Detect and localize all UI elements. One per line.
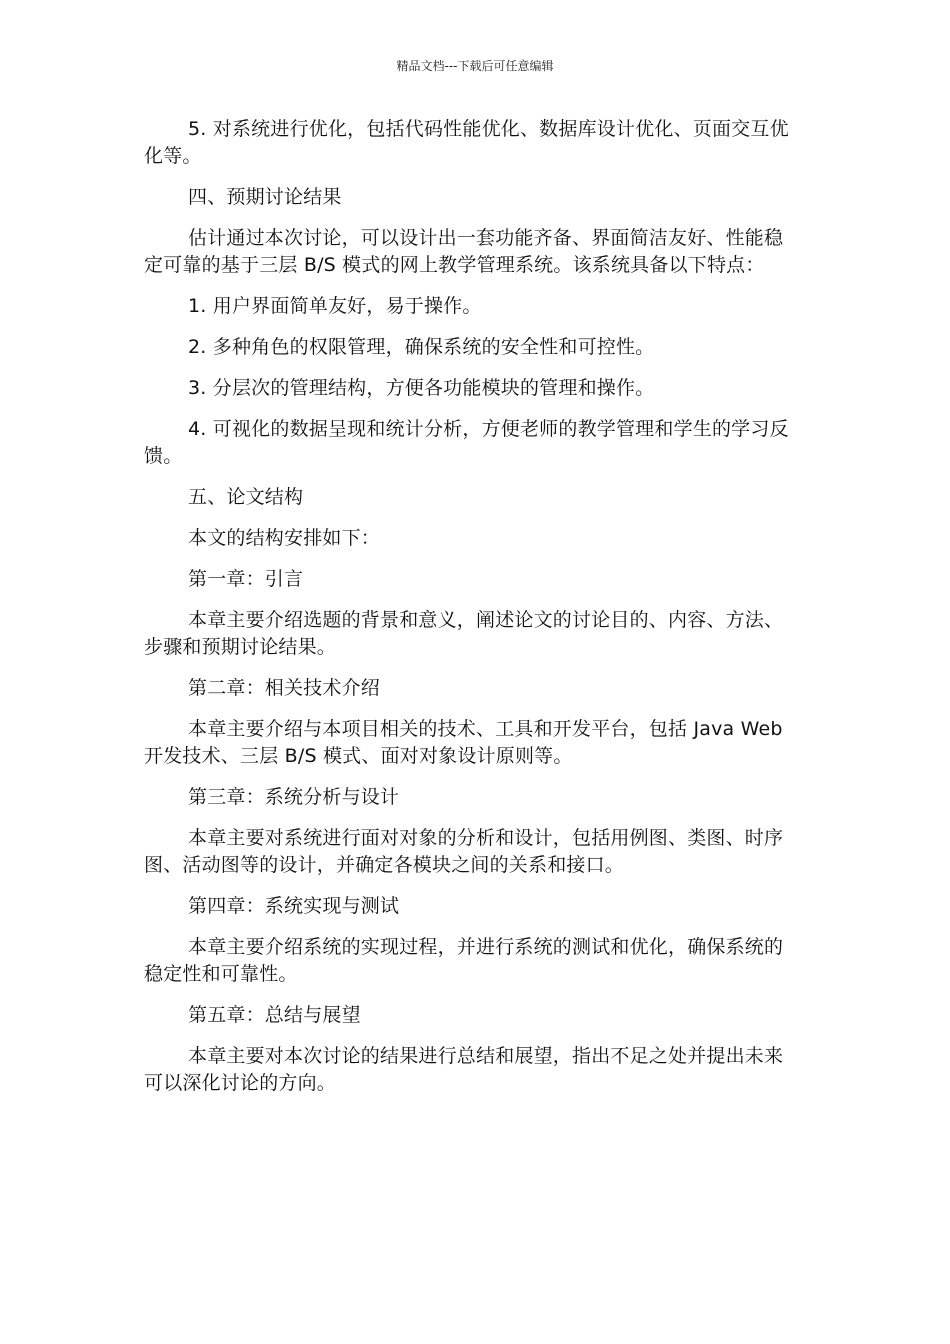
chapter-heading-5: 第五章：总结与展望 — [188, 1004, 361, 1026]
chapter-summary-1: 本章主要介绍选题的背景和意义，阐述论文的讨论目的、内容、方法、步骤和预期讨论结果。 — [144, 609, 784, 658]
paragraph-structure-intro: 本文的结构安排如下： — [188, 527, 381, 549]
paragraph-optimization-item: 5. 对系统进行优化，包括代码性能优化、数据库设计优化、页面交互优化等。 — [144, 118, 789, 167]
document-body — [144, 116, 800, 1111]
feature-item-2: 2. 多种角色的权限管理，确保系统的安全性和可控性。 — [188, 336, 655, 358]
section-heading-expected-results: 四、预期讨论结果 — [188, 186, 342, 208]
feature-item-4: 4. 可视化的数据呈现和统计分析，方便老师的教学管理和学生的学习反馈。 — [144, 418, 789, 467]
chapter-heading-3: 第三章：系统分析与设计 — [188, 786, 400, 808]
chapter-summary-2: 本章主要介绍与本项目相关的技术、工具和开发平台，包括 Java Web 开发技术、三层 B/S 模式、面对对象设计原则等。 — [144, 718, 783, 767]
chapter-heading-2: 第二章：相关技术介绍 — [188, 677, 381, 699]
chapter-summary-5: 本章主要对本次讨论的结果进行总结和展望，指出不足之处并提出未来可以深化讨论的方向。 — [144, 1045, 784, 1094]
chapter-summary-3: 本章主要对系统进行面对对象的分析和设计，包括用例图、类图、时序图、活动图等的设计，并确定各模块之间的关系和接口。 — [144, 827, 784, 876]
page-header: 精品文档---下载后可任意编辑 — [396, 59, 554, 73]
chapter-heading-1: 第一章：引言 — [188, 568, 304, 590]
feature-item-3: 3. 分层次的管理结构，方便各功能模块的管理和操作。 — [188, 377, 655, 399]
feature-item-1: 1. 用户界面简单友好，易于操作。 — [188, 295, 482, 317]
section-heading-thesis-structure: 五、论文结构 — [188, 486, 304, 508]
paragraph-expected-results: 估计通过本次讨论，可以设计出一套功能齐备、界面简洁友好、性能稳定可靠的基于三层 B/S 模式的网上教学管理系统。该系统具备以下特点： — [144, 227, 784, 276]
chapter-summary-4: 本章主要介绍系统的实现过程，并进行系统的测试和优化，确保系统的稳定性和可靠性。 — [144, 936, 784, 985]
chapter-heading-4: 第四章：系统实现与测试 — [188, 895, 400, 917]
